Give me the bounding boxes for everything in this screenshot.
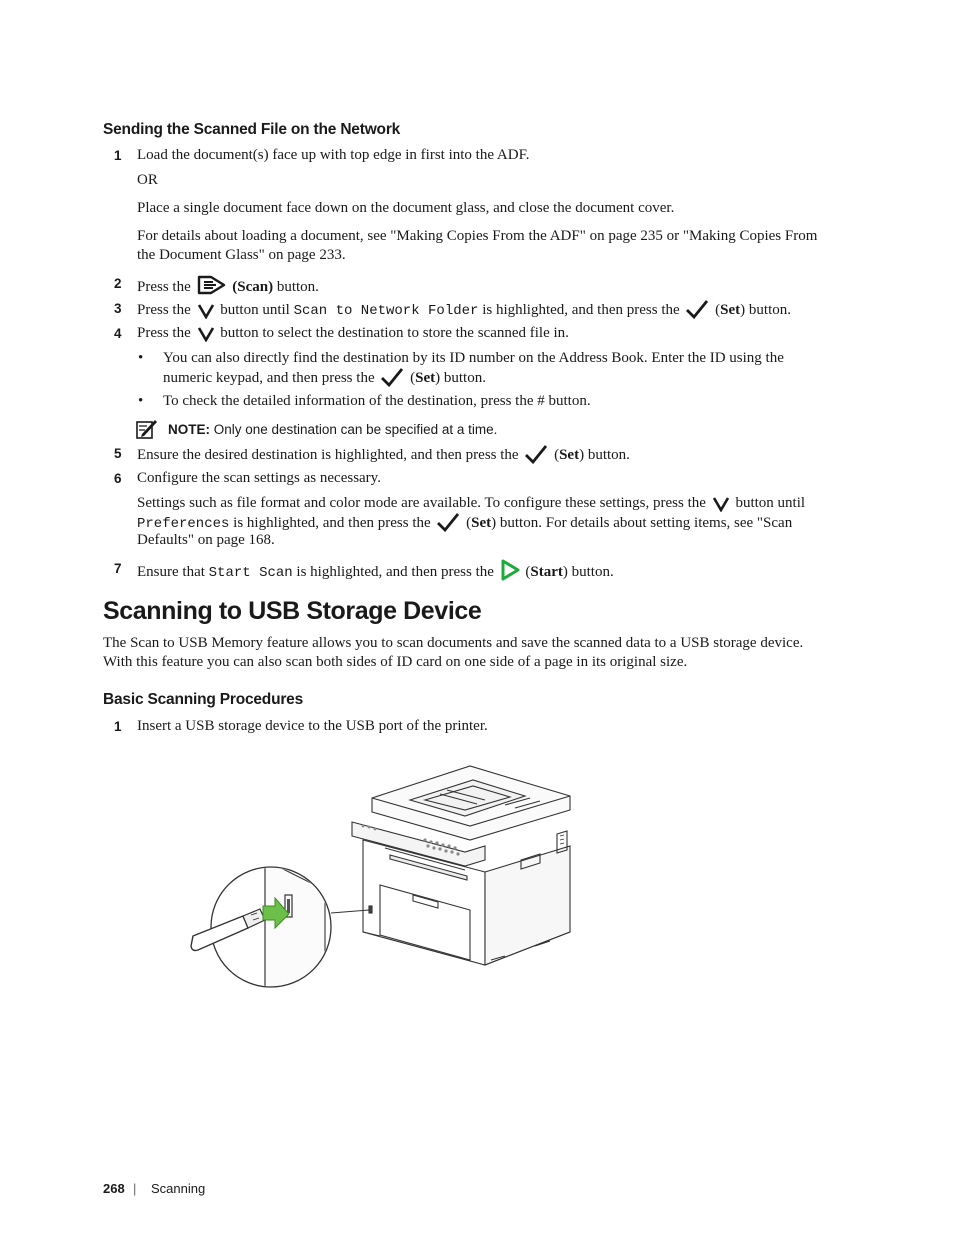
bullet-2: To check the detailed information of the destination, press the # button. — [163, 393, 591, 409]
checkmark-icon — [380, 367, 404, 393]
start-icon — [500, 559, 520, 587]
paren-open: ( — [410, 370, 416, 386]
section-heading-usb: Scanning to USB Storage Device — [103, 597, 482, 625]
footer-chapter: Scanning — [151, 1181, 206, 1196]
step-number: 3 — [114, 301, 122, 316]
usb-step-1-text: Insert a USB storage device to the USB port of the printer. — [137, 718, 488, 734]
step-5-close: ) button. — [579, 447, 630, 463]
step-3 — [137, 299, 791, 325]
scan-button-label: (Scan) — [232, 279, 274, 295]
usb-intro-line-2: With this feature you can also scan both sides of ID card on one side of a page in its original size. — [103, 654, 688, 670]
step-2 — [137, 274, 319, 302]
bullet-1-line-2 — [163, 367, 486, 393]
set-button-label: Set — [471, 515, 492, 531]
step-7-mid: is highlighted, and then press the — [296, 564, 494, 580]
scan-icon — [197, 274, 227, 302]
checkmark-icon — [524, 444, 548, 470]
step-1-text: Load the document(s) face up with top edge in first into the ADF. — [137, 147, 530, 163]
bullet: • — [138, 393, 144, 409]
step-2-post: button. — [276, 279, 319, 295]
step-6-line-1-post: button until — [735, 495, 806, 511]
step-7-close: ) button. — [562, 564, 614, 580]
step-6-line-3: Defaults" on page 168. — [137, 532, 275, 548]
step-3-pre: Press the — [137, 302, 191, 318]
note-label: NOTE: — [168, 422, 210, 437]
step-3-mid: button until — [220, 302, 290, 318]
start-button-label: Start — [530, 564, 563, 580]
pencil-note-icon — [136, 418, 158, 445]
bullet-1-pre: numeric keypad, and then press the — [163, 370, 375, 386]
step-4 — [137, 324, 569, 348]
note — [168, 420, 497, 440]
step-6-line-1-pre: Settings such as file format and color mode are available. To configure these settings, press the — [137, 495, 706, 511]
step-number: 7 — [114, 561, 122, 576]
set-button-label: Set — [559, 447, 580, 463]
step-4-pre: Press the — [137, 325, 191, 341]
step-1-or: OR — [137, 172, 158, 188]
step-3-code: Scan to Network Folder — [293, 303, 479, 319]
step-6-code: Preferences — [137, 516, 230, 532]
paren-open: ( — [466, 515, 472, 531]
set-button-label: Set — [415, 370, 436, 386]
footer-separator: | — [133, 1181, 137, 1196]
step-6-text: Configure the scan settings as necessary. — [137, 470, 381, 486]
step-number: 2 — [114, 276, 122, 291]
step-1-details-2: the Document Glass" on page 233. — [137, 247, 346, 263]
step-2-pre: Press the — [137, 279, 191, 295]
step-7-code: Start Scan — [208, 565, 293, 581]
subheading-basic-procedures: Basic Scanning Procedures — [103, 691, 304, 708]
step-7 — [137, 559, 614, 587]
bullet: • — [138, 350, 144, 366]
checkmark-icon — [436, 512, 460, 538]
step-number: 6 — [114, 471, 122, 486]
step-number: 5 — [114, 446, 122, 461]
step-4-post: button to select the destination to store the scanned file in. — [220, 325, 569, 341]
bullet-1-close: ) button. — [435, 370, 486, 386]
paren-open: ( — [525, 564, 531, 580]
step-5 — [137, 444, 630, 470]
usb-intro-line-1: The Scan to USB Memory feature allows you to scan documents and save the scanned data to a USB storage device. — [103, 635, 804, 651]
step-number: 1 — [114, 719, 122, 734]
printer-usb-illustration — [185, 760, 585, 1000]
bullet-1-line-1: You can also directly find the destination by its ID number on the Address Book. Enter the ID using the — [163, 350, 784, 366]
step-1-alt: Place a single document face down on the document glass, and close the document cover. — [137, 200, 675, 216]
step-5-pre: Ensure the desired destination is highlighted, and then press the — [137, 447, 519, 463]
down-arrow-icon — [197, 303, 215, 325]
page-number: 268 — [103, 1181, 125, 1196]
set-button-label: Set — [720, 302, 741, 318]
paren-open: ( — [715, 302, 721, 318]
paren-open: ( — [554, 447, 560, 463]
step-number: 1 — [114, 148, 122, 163]
step-7-pre: Ensure that — [137, 564, 205, 580]
step-number: 4 — [114, 326, 122, 341]
step-6-line-2-post: ) button. For details about setting items, see "Scan — [491, 515, 793, 531]
section-heading-network: Sending the Scanned File on the Network — [103, 121, 401, 138]
step-1-details-1: For details about loading a document, see "Making Copies From the ADF" on page 235 or "Making Copies From — [137, 228, 818, 244]
checkmark-icon — [685, 299, 709, 325]
step-3-close: ) button. — [740, 302, 791, 318]
step-3-mid2: is highlighted, and then press the — [482, 302, 680, 318]
note-text: Only one destination can be specified at a time. — [213, 422, 498, 437]
step-6-line-2-mid: is highlighted, and then press the — [233, 515, 431, 531]
down-arrow-icon — [197, 326, 215, 348]
